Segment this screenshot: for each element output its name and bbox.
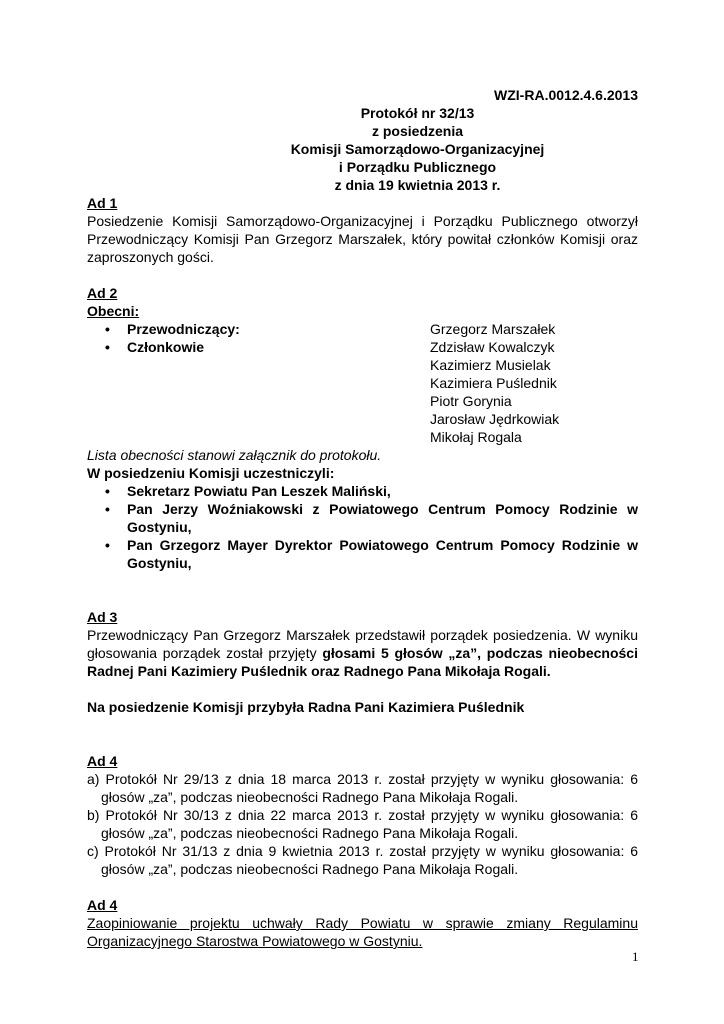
member-name: Jarosław Jędrkowiak (430, 411, 560, 427)
guest-text: Pan Grzegorz Mayer Dyrektor Powiatowego Centrum Pomocy Rodzinie w Gostyniu, (127, 537, 638, 571)
bullet-icon: • (105, 321, 110, 337)
bullet-icon: • (105, 483, 110, 499)
document-reference: WZI-RA.0012.4.6.2013 (494, 87, 638, 103)
ad2-heading: Ad 2 (87, 285, 118, 301)
ad3-text-bold: głosami 5 głosów „za”, podczas nieobecności Radnej Pani Kazimiery Puślednik oraz Radnego Pana Mikołaja Rogali. (87, 645, 638, 679)
bullet-icon: • (105, 537, 110, 553)
bullet-icon: • (105, 501, 110, 517)
protocol-item: a) Protokół Nr 29/13 z dnia 18 marca 2013 r. został przyjęty w wyniku głosowania: 6 głosów „za”, podczas nieobecności Radnego Pana Mikołaja Rogali. (87, 771, 638, 805)
guest-text: Sekretarz Powiatu Pan Leszek Maliński, (127, 483, 391, 499)
member-name: Kazimierz Musielak (430, 357, 551, 373)
protocol-item: b) Protokół Nr 30/13 z dnia 22 marca 2013 r. został przyjęty w wyniku głosowania: 6 głosów „za”, podczas nieobecności Radnego Pana Mikołaja Rogali. (87, 807, 638, 841)
page-number: 1 (632, 949, 639, 964)
guest-item (87, 482, 638, 500)
title-line: i Porządku Publicznego (338, 159, 497, 175)
ad3-text-plain: Przewodniczący Pan Grzegorz Marszałek przedstawił porządek posiedzenia. W wyniku głosowania porządek został przyjęty (87, 627, 638, 661)
member-name: Zdzisław Kowalczyk (430, 339, 555, 355)
present-label: Obecni: (87, 303, 140, 319)
chair-row (87, 320, 638, 338)
ad4b-heading: Ad 4 (87, 897, 118, 913)
ad3-heading: Ad 3 (87, 609, 118, 625)
ad1-heading: Ad 1 (87, 195, 118, 211)
ad4-heading: Ad 4 (87, 753, 118, 769)
members-list (430, 338, 559, 446)
chair-name: Grzegorz Marszałek (430, 321, 556, 337)
document-body (87, 86, 638, 950)
attendance-note: Lista obecności stanowi załącznik do protokołu. (87, 447, 382, 463)
bullet-icon: • (105, 339, 110, 355)
guest-text: Pan Jerzy Woźniakowski z Powiatowego Centrum Pomocy Rodzinie w Gostyniu, (127, 501, 638, 535)
guest-item (87, 500, 638, 536)
member-name: Kazimiera Puślednik (430, 375, 557, 391)
ad1-text: Posiedzenie Komisji Samorządowo-Organizacyjnej i Porządku Publicznego otworzył Przewodniczący Komisji Pan Grzegorz Marszałek, który powitał członków Komisji oraz zaproszonych gości. (87, 213, 638, 265)
title-line: Protokół nr 32/13 (360, 105, 475, 121)
protocol-item: c) Protokół Nr 31/13 z dnia 9 kwietnia 2013 r. został przyjęty w wyniku głosowania: 6 głosów „za”, podczas nieobecności Radnego Pana Mikołaja Rogali. (87, 843, 638, 877)
chair-label: Przewodniczący: (127, 321, 240, 337)
arrival-note: Na posiedzenie Komisji przybyła Radna Pani Kazimiera Puślednik (87, 699, 525, 715)
document-title (197, 104, 638, 194)
member-name: Mikołaj Rogala (430, 429, 522, 445)
members-row (87, 338, 638, 446)
ad3-text (87, 626, 638, 680)
attendance-list (87, 320, 638, 446)
member-name: Piotr Gorynia (430, 393, 512, 409)
guest-item (87, 536, 638, 572)
members-label: Członkowie (127, 339, 205, 355)
title-line: z posiedzenia (371, 123, 464, 139)
ad4b-text: Zaopiniowanie projektu uchwały Rady Powiatu w sprawie zmiany Regulaminu Organizacyjnego Starostwa Powiatowego w Gostyniu. (87, 915, 638, 949)
title-line: Komisji Samorządowo-Organizacyjnej (290, 141, 545, 157)
guests-label: W posiedzeniu Komisji uczestniczyli: (87, 465, 335, 481)
title-line: z dnia 19 kwietnia 2013 r. (334, 177, 501, 193)
guests-list (87, 482, 638, 572)
